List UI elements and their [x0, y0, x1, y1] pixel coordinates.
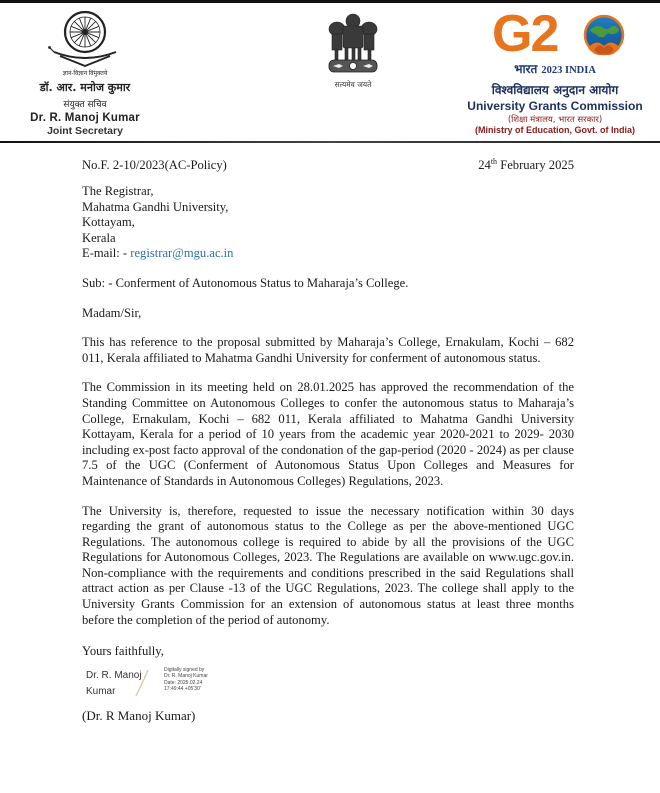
paragraph: This has reference to the proposal submitted by Maharaja’s College, Ernakulam, Kochi – 682 011, Kerala affiliated to Mahatma Gandhi University for conferment of autonomous status.: [82, 335, 574, 365]
date-month-year: February 2025: [497, 158, 574, 172]
officer-designation: Joint Secretary: [47, 125, 123, 137]
addressee-line: The Registrar,: [82, 184, 154, 198]
closing: Yours faithfully,: [82, 644, 164, 659]
signer-name-line1: Dr. R. Manoj: [86, 669, 142, 681]
signature-certificate: [164, 667, 208, 693]
emblem-motto: सत्यमेव जयते: [334, 80, 372, 89]
cert-line: Dr. R. Manoj Kumar: [164, 673, 208, 680]
email-label: E-mail: -: [82, 246, 131, 261]
ministry-name: (Ministry of Education, Govt. of India): [475, 125, 635, 135]
ugc-branding-block: [450, 5, 660, 135]
addressee-email-line: [82, 246, 574, 262]
reference-row: [82, 158, 574, 174]
date-suffix: th: [490, 156, 498, 166]
paragraph: The University is, therefore, requested to issue the necessary notification within 30 days regarding the grant of autonomous status to the College as per the above-mentioned UGC Regulations. The autonomous college is required to abide by all the provisions of the UGC Regulations for Autonomous Colleges, 2023. The Regulations are available on www.ugc.gov.in. Non-compliance with the requirements and conditions prescribed in the said Regulations shall attract action as per Clause -13 of the UGC Regulations, 2023. The college shall apply to the University Grants Commission for an extension of autonomous status at least three months before the completion of the period of autonomy.: [82, 503, 574, 627]
national-emblem-block: [303, 12, 403, 90]
signer-name-line2: Kumar: [86, 685, 116, 697]
g20-logo: [470, 5, 640, 63]
ministry-hindi: (शिक्षा मंत्रालय, भारत सरकार): [507, 115, 603, 125]
g20-wordmark: G2: [492, 5, 558, 63]
addressee-line: Mahatma Gandhi University,: [82, 199, 229, 214]
officer-name: Dr. R. Manoj Kumar: [30, 112, 140, 124]
addressee-block: [82, 184, 574, 262]
header-divider: [0, 141, 660, 143]
cert-line: Digitally signed by: [164, 666, 205, 673]
ugc-emblem-icon: [40, 8, 130, 68]
officer-designation-hindi: संयुक्त सचिव: [63, 100, 107, 110]
cert-line: Date: 2025.02.24: [164, 679, 203, 686]
addressee-line: Kerala: [82, 230, 116, 245]
paragraph: The Commission in its meeting held on 28.01.2025 has approved the recommendation of the Standing Committee on Autonomous Colleges to confer the autonomous status to Maharaja’s College, Ernakulam, Kochi – 682 011, Kerala affiliated to Mahatma Gandhi University Kottayam, Kerala for a period of 10 years from the academic year 2020-2021 to 2029- 2030 including ex-post facto approval of the condonation of the gap-period (2020 - 2024) as per clause 7.5 of the UGC (Conferment of Autonomous Status Upon Colleges and Measures for Maintenance of Standards in Autonomous Colleges) Regulations, 2023.: [82, 380, 574, 488]
letter-date: [478, 158, 574, 174]
g20-hindi: भारत: [514, 62, 538, 76]
digital-signature: [82, 666, 574, 700]
subject-line: Sub: - Conferment of Autonomous Status to Maharaja’s College.: [82, 275, 409, 290]
addressee-line: Kottayam,: [82, 215, 135, 230]
reference-number: No.F. 2-10/2023(AC-Policy): [82, 158, 227, 172]
officer-name-hindi: डॉ. आर. मनोज कुमार: [39, 81, 131, 94]
officer-block: [0, 8, 170, 137]
letter-body: [82, 150, 574, 723]
salutation: Madam/Sir,: [82, 305, 142, 320]
signatory-name: (Dr. R Manoj Kumar): [82, 707, 196, 723]
national-emblem-icon: [323, 12, 383, 78]
cert-line: 17:49:44 +05'30': [164, 686, 201, 693]
date-day: 24: [478, 158, 491, 172]
email-link[interactable]: registrar@mgu.ac.in: [130, 246, 234, 261]
letterhead: [0, 0, 660, 140]
g20-lotus-globe-icon: [580, 14, 628, 62]
signer-name: [86, 668, 142, 700]
ugc-motto: ज्ञान-विज्ञान विमुक्तये: [62, 71, 108, 77]
ugc-name: University Grants Commission: [467, 99, 643, 113]
ugc-name-hindi: विश्वविद्यालय अनुदान आयोग: [491, 83, 619, 97]
g20-year: 2023 INDIA: [541, 65, 596, 76]
